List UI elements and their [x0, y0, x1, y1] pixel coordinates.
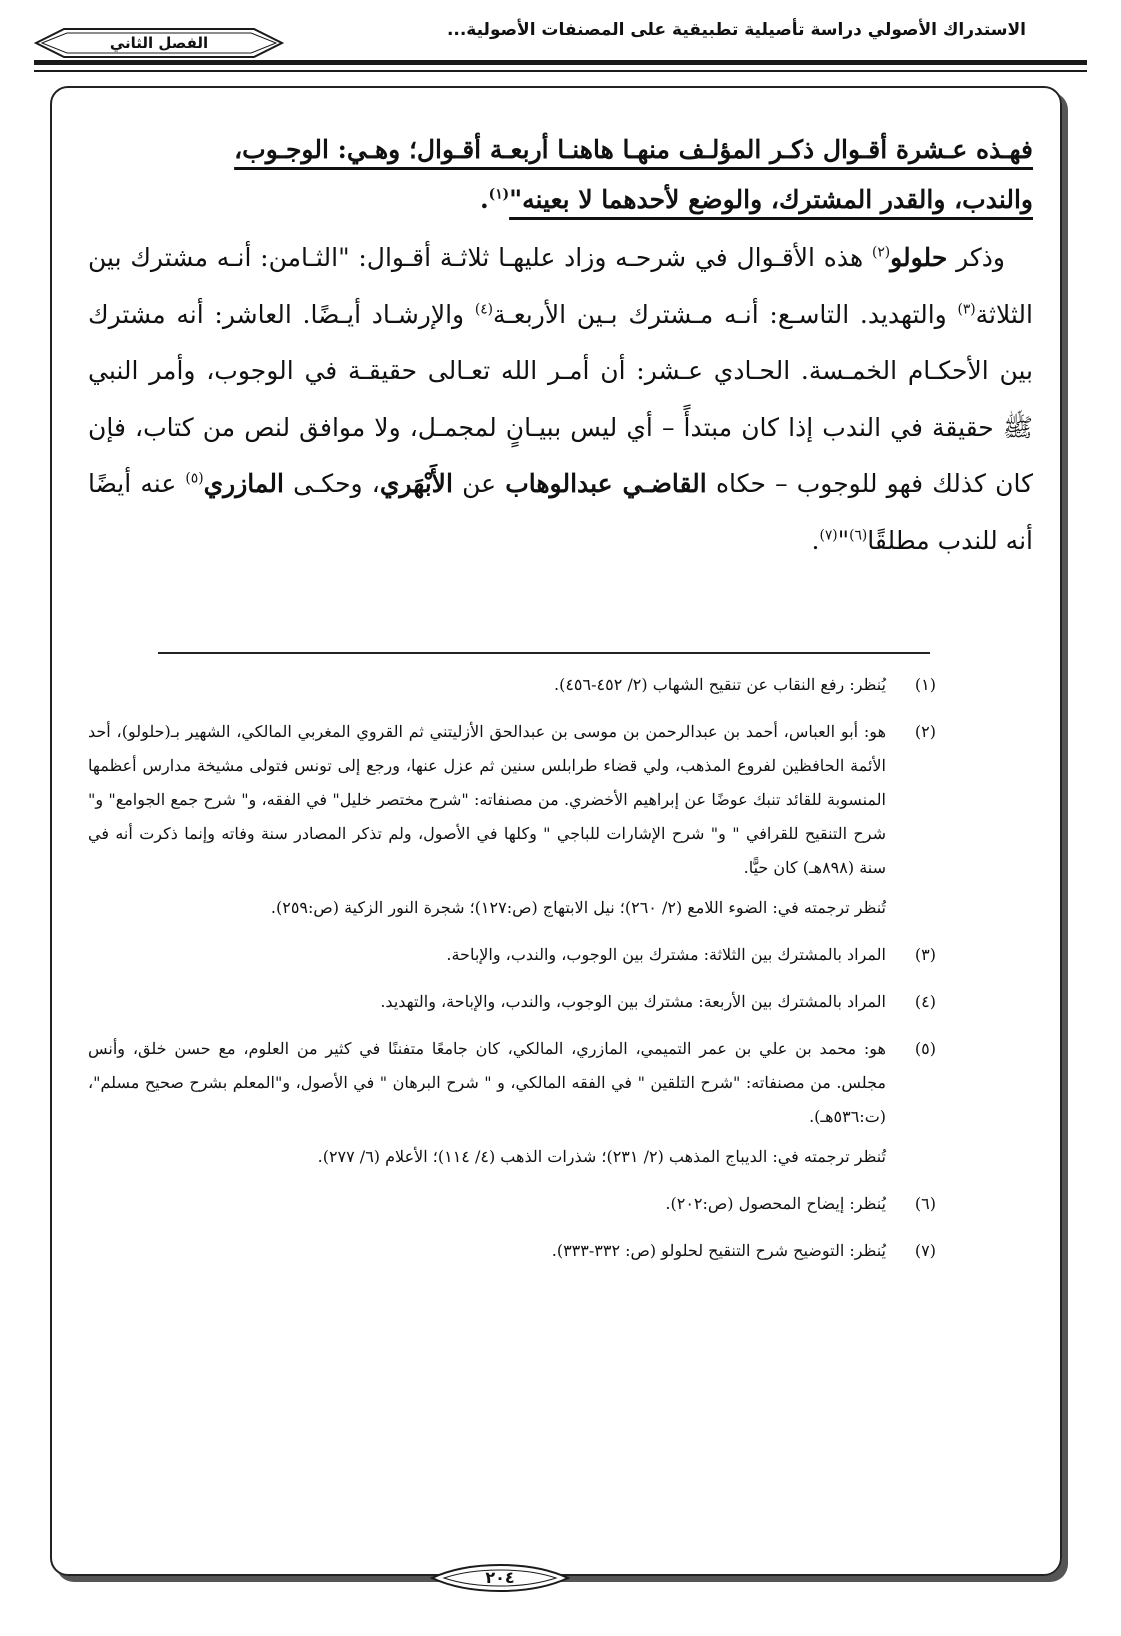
book-title: الاستدراك الأصولي دراسة تأصيلية تطبيقية على المصنفات الأصولية... — [446, 20, 1026, 40]
para-seg-e: ، وحكـى — [283, 469, 380, 498]
footnote-ref-4[interactable]: (٤) — [474, 301, 494, 318]
footnote-number: (٦) — [914, 1194, 936, 1213]
name-maziri: المازري — [203, 469, 284, 498]
footnote-number: (٣) — [914, 945, 936, 964]
footnote-ref-5[interactable]: (٥) — [185, 470, 204, 487]
quote-line-2: والندب، والقدر المشترك، والوضع لأحدهما لا بعينه" — [509, 185, 1033, 214]
footnote-number: (١) — [914, 675, 936, 694]
footnote-item — [88, 1032, 936, 1174]
footnote-number: (٧) — [914, 1241, 936, 1260]
para-seg-a: هذه الأقـوال في شرحـه وزاد عليهـا ثلاثـة أقـوال: "الثـامن: أنـه مشترك بين الثلاثة — [88, 243, 1033, 329]
name-qadi-abdulwahhab: القاضـي عبدالوهاب — [505, 469, 707, 498]
para-seg-f: عنه أيضًا أنه للندب مطلقًا — [88, 469, 1033, 555]
main-paragraph — [88, 230, 1033, 569]
name-halawlu: حلولو — [890, 243, 948, 272]
header-rule — [34, 60, 1087, 65]
footnote-item — [88, 668, 936, 702]
footnote-item — [88, 1187, 936, 1221]
footnote-ref-3[interactable]: (٣) — [957, 301, 976, 318]
para-seg-b: والتهديد. التاسـع: أنـه مـشترك بـين الأربعـة — [493, 299, 958, 329]
footnote-item — [88, 985, 936, 1019]
footnote-item — [88, 715, 936, 925]
footnote-text: هو: أبو العباس، أحمد بن عبدالرحمن بن موسى بن عبدالحق الأزليتني ثم القروي المغربي المالكي، الشهير بـ(حلولو)، أحد الأئمة الحافظين لفروع المذهب، ولي قضاء طرابلس سنين ثم عزل عنها، ورجع إلى تونس فتولى مشيخة مدارس أعظمها المنسوبة للقائد تنبك عوضًا عن إبراهيم الأخضري. من مصنفاته: "شرح مختصر خليل" في الفقه، و" شرح جمع الجوامع" و" شرح التنقيح للقرافي " و" شرح الإشارات للباجي " وكلها في الأصول، ولم تذكر المصادر سنة وفاته وإنما ذكرت أنه في سنة (٨٩٨هـ) كان حيًّا. — [88, 722, 886, 877]
footnote-text: هو: محمد بن علي بن عمر التميمي، المازري، المالكي، كان جامعًا متفننًا في كثير من العلوم، مع حسن خلق، وأنس مجلس. من مصنفاته: "شرح التلقين " في الفقه المالكي، و " شرح البرهان " في الأصول، و"المعلم بشرح صحيح مسلم"، (ت:٥٣٦هـ). — [88, 1039, 886, 1126]
para-intro: وذكر — [956, 243, 1005, 272]
page-number: ٢٠٤ — [485, 1568, 515, 1587]
footnote-ref-6[interactable]: (٦) — [849, 527, 868, 544]
footnote-number: (٤) — [914, 992, 936, 1011]
footnote-ref-7[interactable]: (٧) — [819, 527, 838, 544]
footnote-number: (٢) — [914, 722, 936, 741]
page-number-badge — [430, 1563, 570, 1593]
footnote-divider — [158, 652, 930, 654]
chapter-badge — [34, 27, 284, 59]
header-rule-thin — [34, 70, 1087, 72]
footnote-text: المراد بالمشترك بين الأربعة: مشترك بين الوجوب، والندب، والإباحة، والتهديد. — [380, 992, 886, 1011]
para-seg-c: والإرشـاد أيـضًا. العاشر: أنه مشترك بين الأحكـام الخمـسة. الحـادي عـشر: أن أمـر الله تعـالى حقيقـة في الوجوب، وأمر النبي ﷺ حقيقة في الندب إذا كان مبتدأً – أي ليس ببيـانٍ لمجمـل، ولا موافق لنص من كتاب، فإن كان كذلك فهو للوجوب – حكاه — [88, 299, 1033, 498]
para-seg-g: " — [837, 525, 850, 555]
footnote-sources: تُنظر ترجمته في: الديباج المذهب (٢/ ٢٣١)؛ شذرات الذهب (٤/ ١١٤)؛ الأعلام (٦/ ٢٧٧). — [317, 1147, 886, 1166]
quote-line-1: فهـذه عـشرة أقـوال ذكـر المؤلـف منهـا هاهنـا أربعـة أقـوال؛ وهـي: الوجـوب، — [234, 135, 1033, 164]
footnotes — [88, 668, 936, 1281]
para-seg-h: . — [811, 525, 820, 555]
footnote-text: المراد بالمشترك بين الثلاثة: مشترك بين الوجوب، والندب، والإباحة. — [446, 945, 886, 964]
footnote-ref-2[interactable]: (٢) — [871, 244, 891, 261]
footnote-ref-1[interactable]: (١) — [488, 186, 510, 203]
quote-block: فهـذه عـشرة أقـوال ذكـر المؤلـف منهـا هاهنـا أربعـة أقـوال؛ وهـي: الوجـوب، والندب، والقدر المشترك، والوضع لأحدهما لا بعينه"$^{(١)}$. — [234, 135, 1033, 214]
footnote-text: يُنظر: التوضيح شرح التنقيح لحلولو (ص: ٣٣٢-٣٣٣). — [551, 1241, 886, 1260]
footnote-text: يُنظر: رفع النقاب عن تنقيح الشهاب (٢/ ٤٥٢-٤٥٦). — [554, 675, 886, 694]
footnote-item — [88, 938, 936, 972]
footnote-sources: تُنظر ترجمته في: الضوء اللامع (٢/ ٢٦٠)؛ نيل الابتهاج (ص:١٢٧)؛ شجرة النور الزكية (ص:٢٥٩). — [270, 898, 886, 917]
footnote-text: يُنظر: إيضاح المحصول (ص:٢٠٢). — [665, 1194, 886, 1213]
name-abhari: الأَبْهَري — [379, 469, 453, 498]
footnote-item — [88, 1234, 936, 1268]
chapter-label: الفصل الثاني — [109, 34, 209, 52]
para-seg-d: عن — [452, 469, 506, 498]
footnote-number: (٥) — [914, 1039, 936, 1058]
